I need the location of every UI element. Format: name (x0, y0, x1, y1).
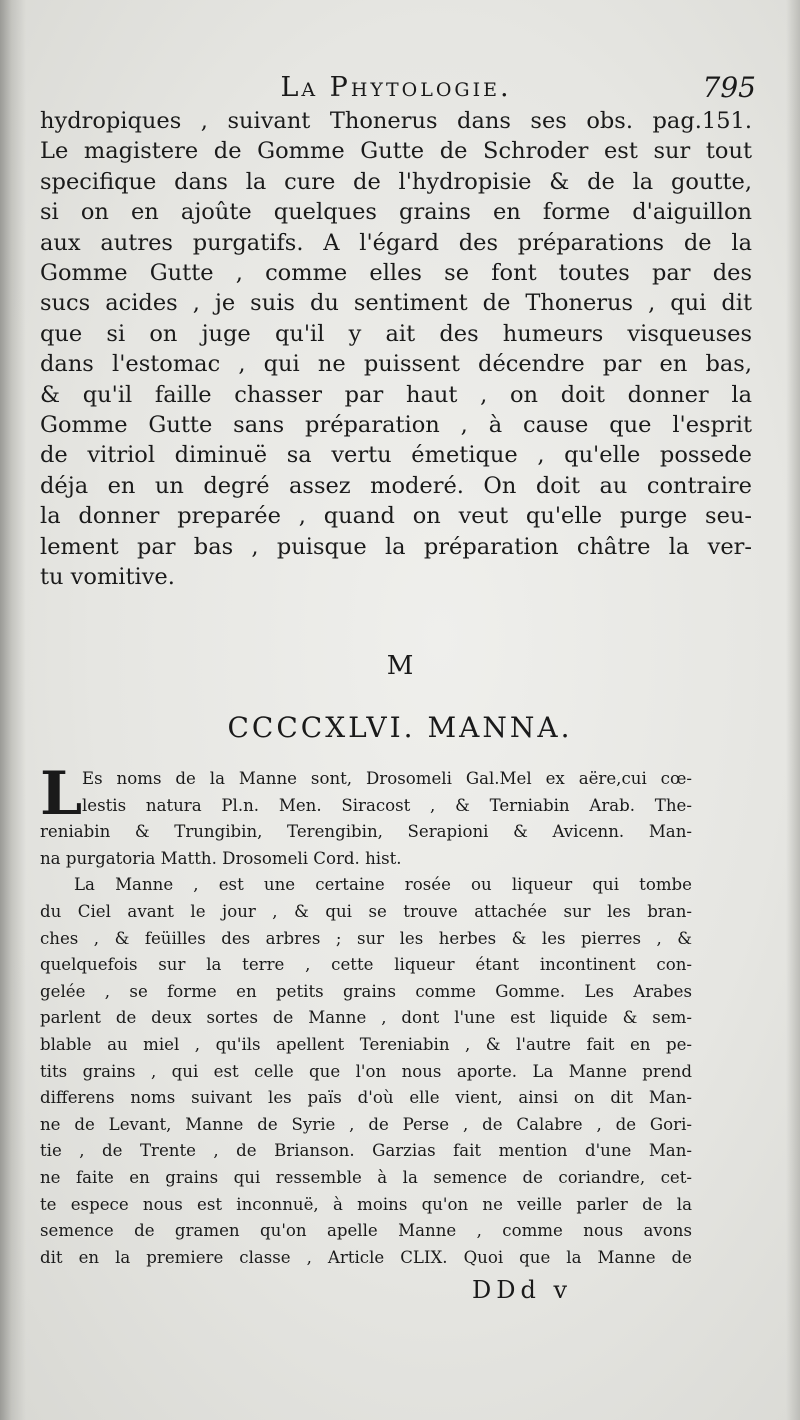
text-line: tu vomitive. (40, 564, 175, 591)
text-line: tie , de Trente , de Brianson. Garzias fait mention d'une Man- (40, 1141, 692, 1161)
text-line: Gomme Gutte sans préparation , à cause que l'esprit (40, 412, 752, 439)
text-line: reniabin & Trungibin, Terengibin, Serapioni & Avicenn. Man- (40, 822, 692, 842)
text-line: que si on juge qu'il y ait des humeurs visqueuses (40, 320, 752, 347)
page-header (40, 68, 756, 108)
text-line: sucs acides , je suis du sentiment de Thonerus , qui dit (40, 290, 752, 317)
text-line: déja en un degré assez moderé. On doit au contraire (40, 472, 752, 499)
drop-cap: L (40, 759, 83, 829)
dropcap-paragraph (40, 759, 692, 829)
text-line: Gomme Gutte , comme elles se font toutes par des (40, 260, 752, 287)
text-line: semence de gramen qu'on apelle Manne , comme nous avons (40, 1221, 692, 1241)
text-line: du Ciel avant le jour , & qui se trouve attachée sur les bran- (40, 901, 692, 921)
text-line: quelquefois sur la terre , cette liqueur étant incontinent con- (40, 955, 692, 975)
text-line: parlent de deux sortes de Manne , dont l'une est liquide & sem- (40, 1008, 692, 1028)
text-line: de vitriol diminuë sa vertu émetique , qu'elle possede (40, 442, 752, 469)
text-line: dit en la premiere classe , Article CLIX. Quoi que la Manne de (40, 1247, 692, 1267)
text-line: gelée , se forme en petits grains comme Gomme. Les Arabes (40, 981, 692, 1001)
article-title: CCCCXLVI. MANNA. (227, 711, 573, 744)
text-line: la donner preparée , quand on veut qu'elle purge seu- (40, 503, 752, 530)
text-line: te espece nous est inconnuë, à moins qu'on ne veille parler de la (40, 1194, 692, 1214)
signature-catchword: DDd v (472, 1276, 573, 1304)
text-line: si on en ajoûte quelques grains en forme d'aiguillon (40, 199, 752, 226)
page-number: 795 (702, 71, 756, 104)
text-line: dans l'estomac , qui ne puissent décendre par en bas, (40, 351, 752, 378)
text-line: & qu'il faille chasser par haut , on doit donner la (40, 381, 752, 408)
text-line: na purgatoria Matth. Drosomeli Cord. hist. (40, 848, 402, 868)
running-title: La Phytologie. (280, 72, 512, 103)
text-line: Le magistere de Gomme Gutte de Schroder est sur tout (40, 138, 752, 165)
text-line: specifique dans la cure de l'hydropisie & de la goutte, (40, 168, 752, 195)
section-letter: M (386, 651, 414, 681)
text-line: aux autres purgatifs. A l'égard des préparations de la (40, 229, 752, 256)
text-line: Es noms de la Manne sont, Drosomeli Gal.Mel ex aëre,cui cœ- (82, 769, 692, 788)
text-line: lement par bas , puisque la préparation châtre la ver- (40, 533, 752, 560)
text-line: ches , & feüilles des arbres ; sur les herbes & les pierres , & (40, 928, 692, 948)
text-line: tits grains , qui est celle que l'on nous aporte. La Manne prend (40, 1061, 692, 1081)
text-line: ne faite en grains qui ressemble à la semence de coriandre, cet- (40, 1167, 692, 1187)
text-line: La Manne , est une certaine rosée ou liqueur qui tombe (74, 875, 692, 895)
text-line: blable au miel , qu'ils apellent Tereniabin , & l'autre fait en pe- (40, 1034, 692, 1054)
text-line: differens noms suivant les païs d'où elle vient, ainsi on dit Man- (40, 1088, 692, 1108)
article-text-block (40, 759, 692, 1271)
text-line: lestis natura Pl.n. Men. Siracost , & Terniabin Arab. The- (82, 795, 692, 815)
text-line: ne de Levant, Manne de Syrie , de Perse , de Calabre , de Gori- (40, 1114, 692, 1134)
text-line: hydropiques , suivant Thonerus dans ses obs. pag.151. (40, 108, 752, 134)
top-text-block (40, 106, 752, 593)
